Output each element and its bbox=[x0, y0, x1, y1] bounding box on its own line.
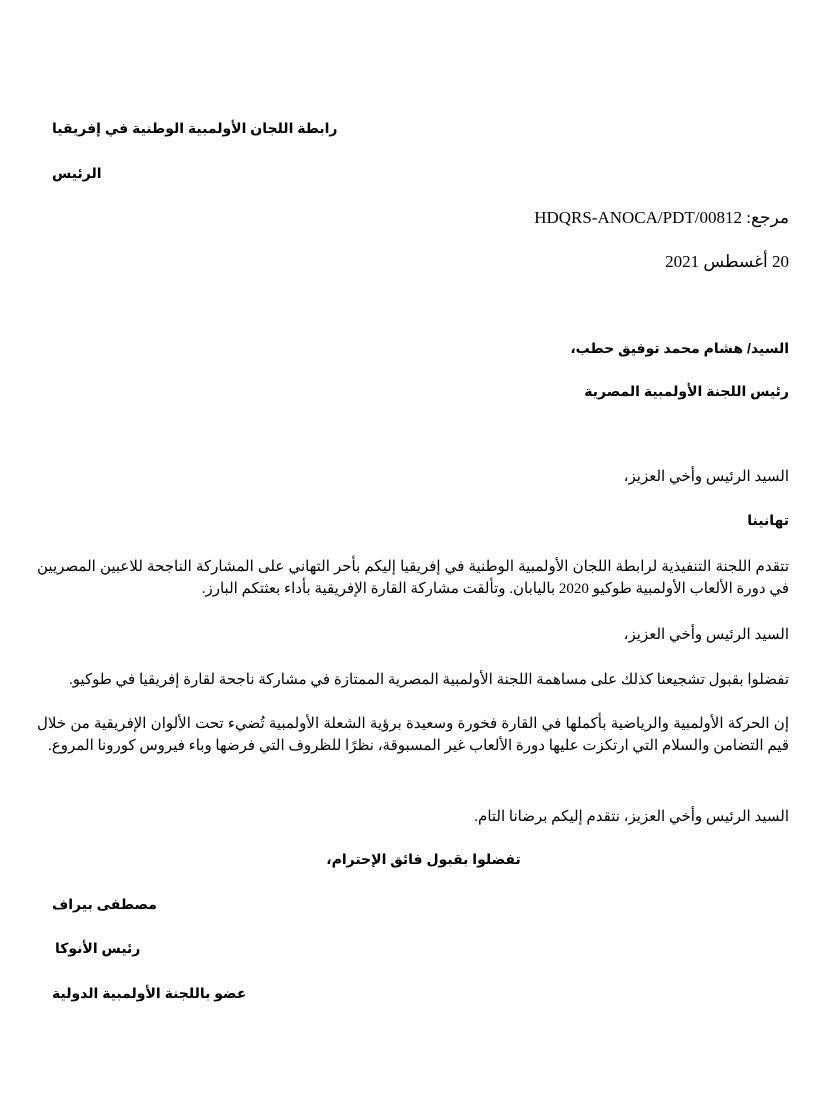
signatory-role-anoca: رئيس الأنوكا bbox=[55, 940, 141, 956]
paragraph-olympic-movement: إن الحركة الأولمبية والرياضية بأكملها في القارة فخورة وسعيدة برؤية الشعلة الأولمبية تُضيء تحت الألوان الإفريقية من خلال قيم التضامن والسلام التي ارتكزت عليها دورة الألعاب غير المسبوقة، نظرًا للظروف التي فرضها وباء فيروس كورونا المروع. bbox=[37, 716, 789, 754]
signatory-role-ioc: عضو باللجنة الأولمبية الدولية bbox=[52, 985, 247, 1001]
salutation: السيد الرئيس وأخي العزيز، bbox=[623, 469, 789, 485]
reference-line bbox=[534, 208, 789, 228]
salutation-repeat: السيد الرئيس وأخي العزيز، bbox=[623, 627, 789, 643]
reference-label: مرجع: bbox=[746, 208, 789, 227]
signatory-name: مصطفى بيراف bbox=[52, 896, 157, 912]
regards-line: تفضلوا بقبول فائق الإحترام، bbox=[326, 851, 521, 867]
letter-date: 20 أغسطس 2021 bbox=[665, 252, 789, 271]
paragraph-congratulations: تتقدم اللجنة التنفيذية لرابطة اللجان الأولمبية الوطنية في إفريقيا إليكم بأحر التهاني على المشاركة الناجحة للاعبين المصريين في دورة الألعاب الأولمبية طوكيو 2020 باليابان. وتألقت مشاركة القارة الإفريقية بأداء بعثتكم البارز. bbox=[37, 559, 789, 597]
recipient-name: السيد/ هشام محمد توفيق حطب، bbox=[570, 340, 789, 356]
org-position: الرئيس bbox=[52, 165, 102, 181]
recipient-title: رئيس اللجنة الأولمبية المصرية bbox=[584, 383, 789, 399]
paragraph-encouragement: تفضلوا بقبول تشجيعنا كذلك على مساهمة اللجنة الأولمبية المصرية الممتازة في مشاركة ناجحة لقارة إفريقيا في طوكيو. bbox=[68, 672, 789, 688]
subject-line: تهانينا bbox=[747, 512, 789, 528]
reference-code: HDQRS-ANOCA/PDT/00812 bbox=[534, 208, 742, 227]
closing-line: السيد الرئيس وأخي العزيز، نتقدم إليكم برضانا التام. bbox=[474, 809, 789, 825]
org-name: رابطة اللجان الأولمبية الوطنية في إفريقيا bbox=[52, 120, 338, 136]
